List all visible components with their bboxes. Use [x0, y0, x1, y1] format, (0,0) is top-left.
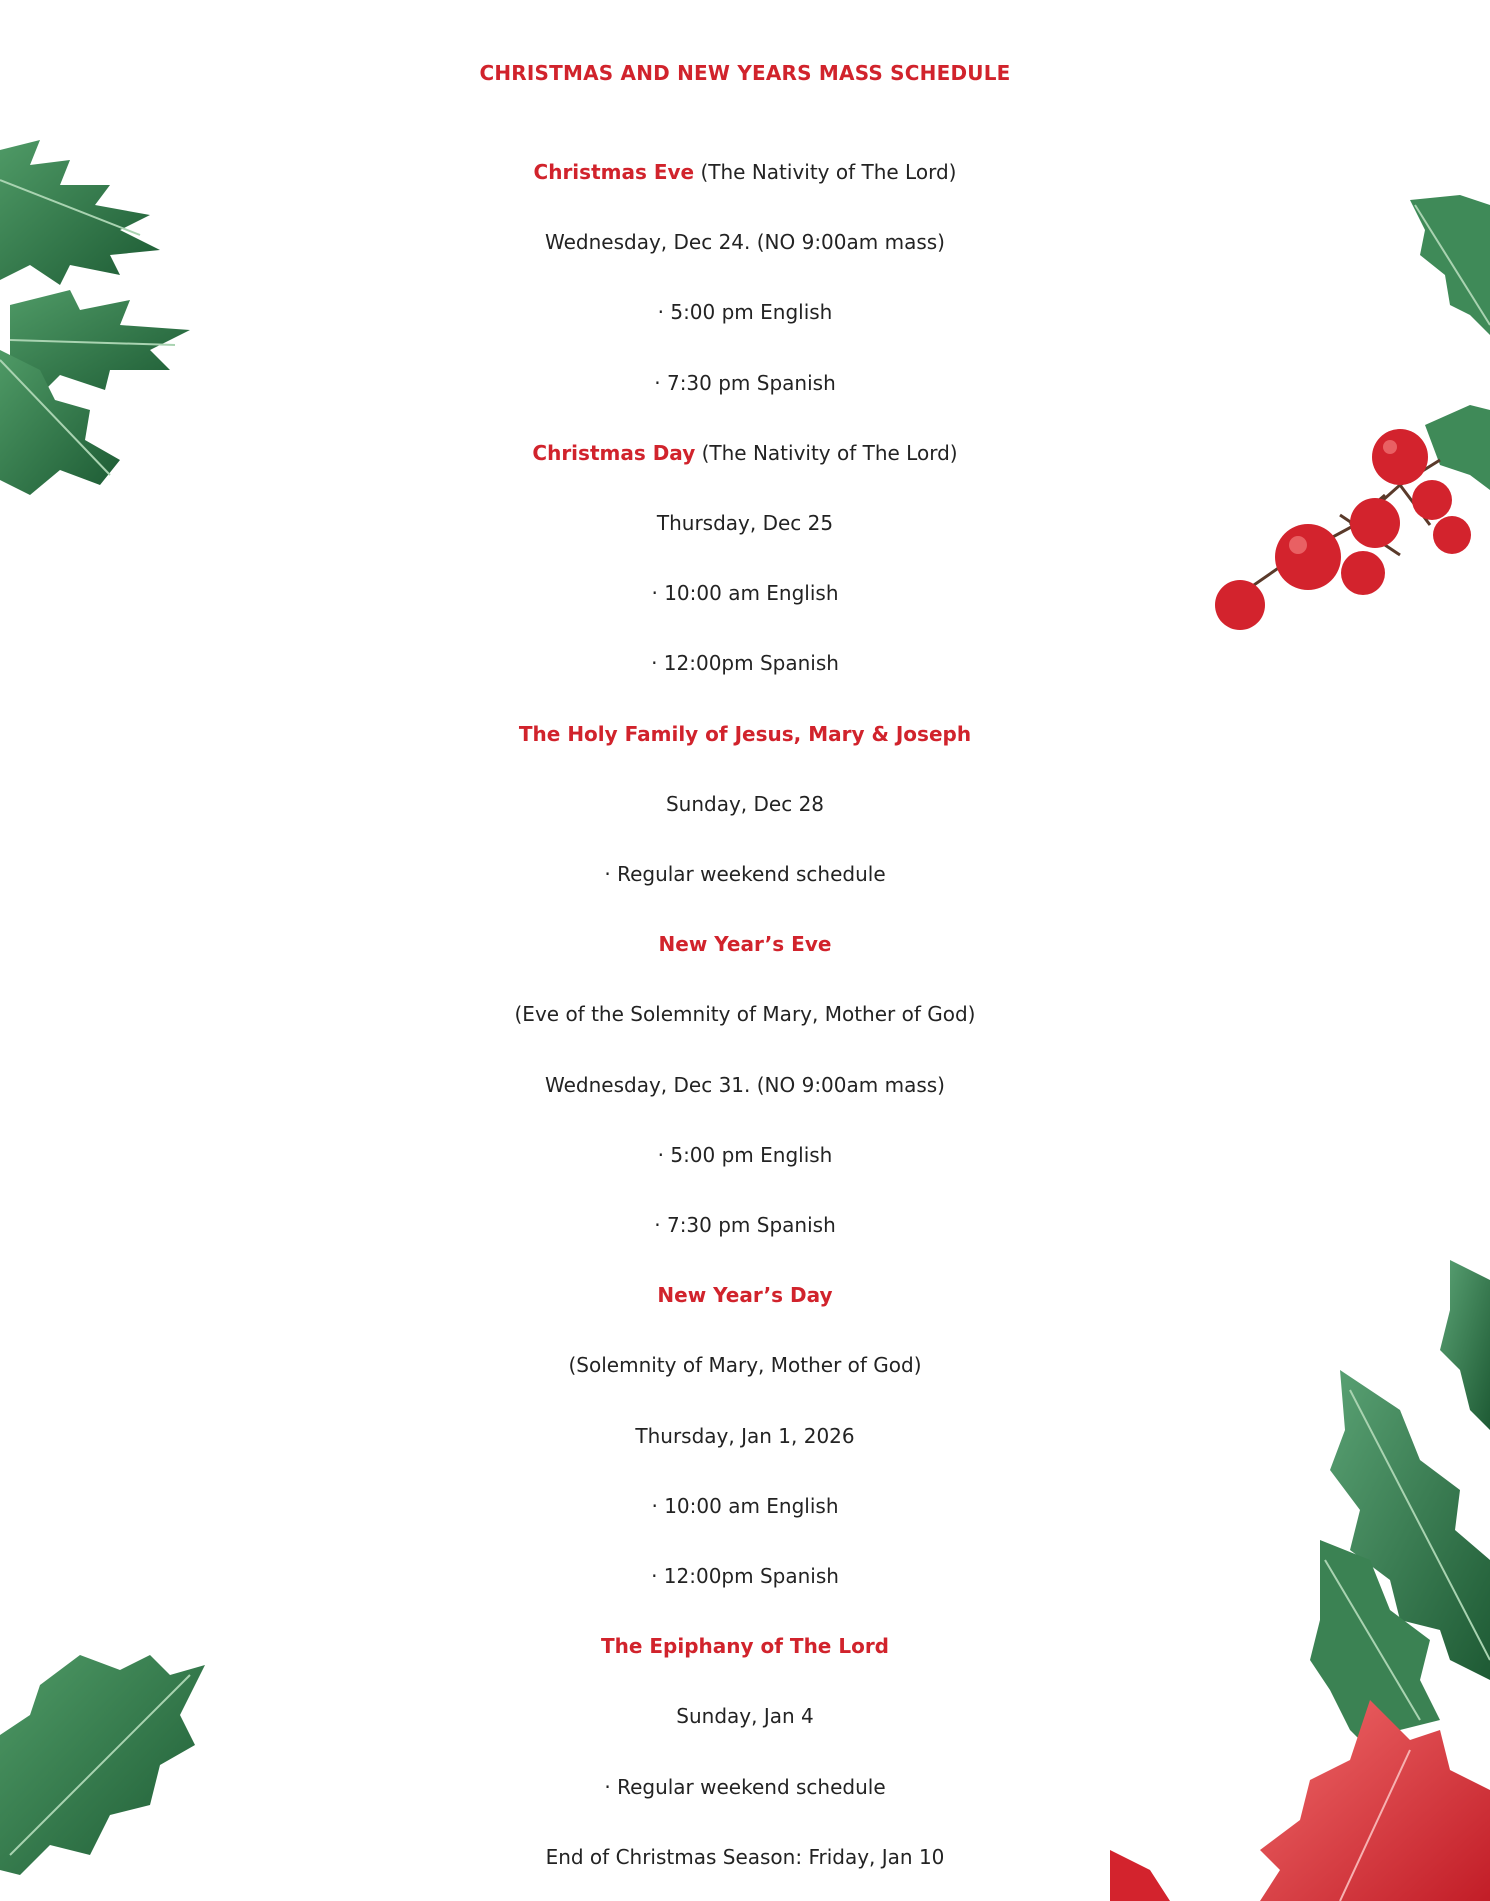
schedule-line [0, 1055, 1490, 1115]
schedule-line [0, 282, 1490, 342]
schedule-line-text: Wednesday, Dec 31. (NO 9:00am mass) [545, 1072, 945, 1097]
schedule-line [0, 1195, 1490, 1255]
schedule-line-text: · 12:00pm Spanish [651, 1564, 839, 1588]
schedule-line [0, 984, 1490, 1044]
schedule-line [0, 142, 1490, 202]
schedule-line [0, 1125, 1490, 1185]
schedule-line [0, 563, 1490, 623]
section-heading-text: Christmas Day [532, 440, 696, 465]
schedule-line-text: End of Christmas Season: Friday, Jan 10 [545, 1844, 945, 1869]
schedule-line-text: · 7:30 pm Spanish [654, 1213, 836, 1237]
schedule-line-text: · 5:00 pm English [657, 300, 833, 325]
schedule-line [0, 1406, 1490, 1466]
section-heading-text: New Year’s Day [657, 1283, 833, 1308]
schedule-line-text: (Eve of the Solemnity of Mary, Mother of God) [514, 1002, 976, 1027]
schedule-line [0, 1546, 1490, 1606]
schedule-line-text: Sunday, Dec 28 [665, 791, 825, 816]
schedule-line-text: Thursday, Dec 25 [656, 511, 834, 535]
schedule-line-text: · Regular weekend schedule [604, 1774, 886, 1799]
section-heading [0, 914, 1490, 974]
schedule-line-text: (Solemnity of Mary, Mother of God) [568, 1353, 922, 1378]
schedule-line [0, 633, 1490, 693]
section-heading-text: The Epiphany of The Lord [600, 1634, 889, 1659]
schedule-line [0, 423, 1490, 483]
schedule-line-text: · 10:00 am English [651, 1493, 839, 1518]
section-heading [0, 1616, 1490, 1676]
schedule-line [0, 844, 1490, 904]
schedule-line-text: Wednesday, Dec 24. (NO 9:00am mass) [545, 230, 945, 255]
schedule-line [0, 774, 1490, 834]
schedule-line [0, 1335, 1490, 1395]
section-heading [0, 1265, 1490, 1325]
schedule-line-text: Thursday, Jan 1, 2026 [635, 1423, 855, 1448]
schedule-line-text: · 12:00pm Spanish [651, 651, 839, 676]
schedule-line [0, 1757, 1490, 1817]
schedule-line-text: · 5:00 pm English [657, 1142, 833, 1167]
schedule-line [0, 1686, 1490, 1746]
schedule-line [0, 1476, 1490, 1536]
schedule-line [0, 353, 1490, 413]
schedule-line [0, 1827, 1490, 1887]
schedule-line-text: (The Nativity of The Lord) [700, 160, 957, 184]
schedule-line-text: · 10:00 am English [651, 581, 839, 606]
schedule-line-text: · 7:30 pm Spanish [654, 370, 836, 395]
schedule-line-text: (The Nativity of The Lord) [701, 440, 958, 465]
schedule-line-text: · Regular weekend schedule [604, 862, 886, 886]
section-heading-text: New Year’s Eve [658, 932, 832, 957]
schedule-line [0, 212, 1490, 272]
section-heading-text: The Holy Family of Jesus, Mary & Joseph [518, 721, 972, 746]
schedule-line [0, 493, 1490, 553]
section-heading [0, 704, 1490, 764]
page-title: CHRISTMAS AND NEW YEARS MASS SCHEDULE [479, 61, 1011, 85]
section-heading-text: Christmas Eve [533, 160, 695, 184]
schedule-line-text: Sunday, Jan 4 [676, 1704, 814, 1729]
